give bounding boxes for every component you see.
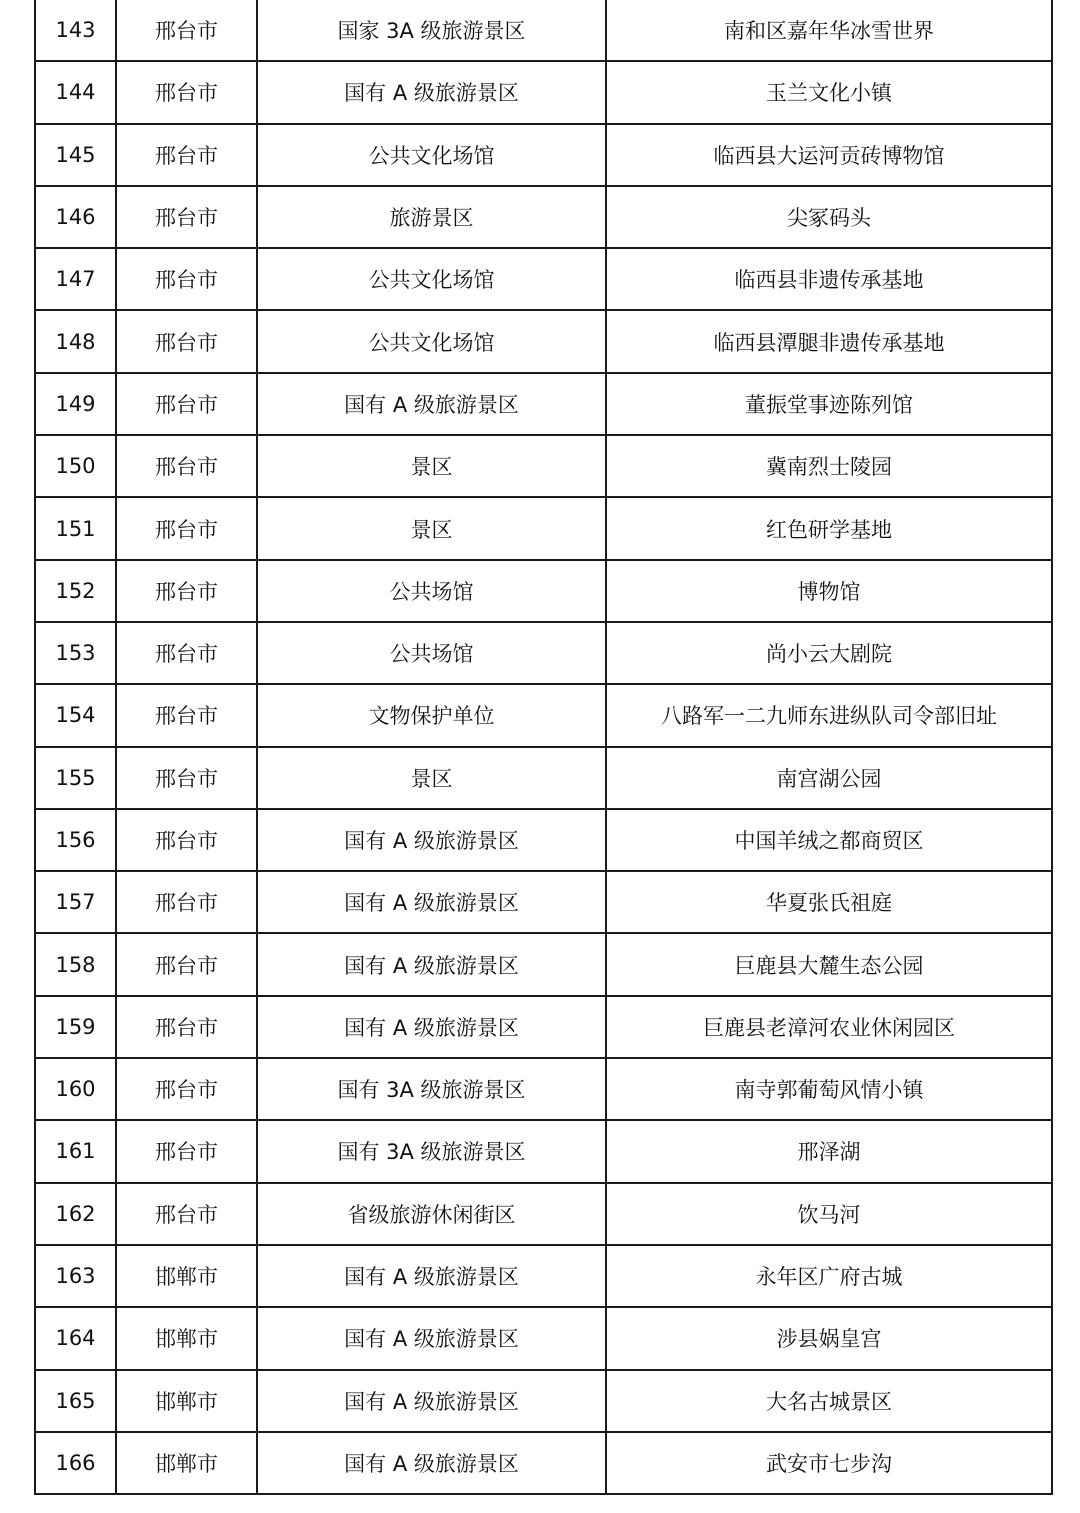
category-cell: 国有 A 级旅游景区 — [257, 1432, 606, 1494]
attraction-name-cell: 涉县娲皇宫 — [606, 1307, 1052, 1369]
table-row — [35, 373, 1052, 435]
city-cell: 邢台市 — [116, 1058, 257, 1120]
table-row — [35, 1245, 1052, 1307]
table-row — [35, 871, 1052, 933]
attraction-name-cell: 玉兰文化小镇 — [606, 61, 1052, 123]
city-cell: 邢台市 — [116, 747, 257, 809]
table-row — [35, 560, 1052, 622]
row-number-cell: 155 — [35, 747, 116, 809]
city-cell: 邢台市 — [116, 497, 257, 559]
table-row — [35, 1058, 1052, 1120]
table-row — [35, 747, 1052, 809]
table-row — [35, 186, 1052, 248]
table-row — [35, 1370, 1052, 1432]
attraction-name-cell: 临西县大运河贡砖博物馆 — [606, 124, 1052, 186]
row-number-cell: 160 — [35, 1058, 116, 1120]
category-cell: 国有 3A 级旅游景区 — [257, 1058, 606, 1120]
category-cell: 文物保护单位 — [257, 684, 606, 746]
attraction-name-cell: 大名古城景区 — [606, 1370, 1052, 1432]
row-number-cell: 148 — [35, 310, 116, 372]
row-number-cell: 164 — [35, 1307, 116, 1369]
category-cell: 公共文化场馆 — [257, 310, 606, 372]
table-row — [35, 0, 1052, 61]
table-row — [35, 933, 1052, 995]
row-number-cell: 159 — [35, 996, 116, 1058]
city-cell: 邢台市 — [116, 373, 257, 435]
table-row — [35, 1183, 1052, 1245]
attraction-name-cell: 临西县非遗传承基地 — [606, 248, 1052, 310]
city-cell: 邯郸市 — [116, 1245, 257, 1307]
category-cell: 公共场馆 — [257, 560, 606, 622]
category-cell: 国有 A 级旅游景区 — [257, 871, 606, 933]
city-cell: 邯郸市 — [116, 1432, 257, 1494]
row-number-cell: 153 — [35, 622, 116, 684]
city-cell: 邢台市 — [116, 684, 257, 746]
table-row — [35, 809, 1052, 871]
table-body — [35, 0, 1052, 1494]
attraction-name-cell: 博物馆 — [606, 560, 1052, 622]
attraction-name-cell: 八路军一二九师东进纵队司令部旧址 — [606, 684, 1052, 746]
city-cell: 邢台市 — [116, 871, 257, 933]
row-number-cell: 158 — [35, 933, 116, 995]
table-row — [35, 310, 1052, 372]
attraction-name-cell: 武安市七步沟 — [606, 1432, 1052, 1494]
row-number-cell: 163 — [35, 1245, 116, 1307]
city-cell: 邢台市 — [116, 1120, 257, 1182]
category-cell: 国有 A 级旅游景区 — [257, 996, 606, 1058]
row-number-cell: 143 — [35, 0, 116, 61]
attraction-name-cell: 永年区广府古城 — [606, 1245, 1052, 1307]
attraction-name-cell: 临西县潭腿非遗传承基地 — [606, 310, 1052, 372]
attraction-name-cell: 华夏张氏祖庭 — [606, 871, 1052, 933]
city-cell: 邢台市 — [116, 248, 257, 310]
category-cell: 景区 — [257, 747, 606, 809]
attraction-name-cell: 尚小云大剧院 — [606, 622, 1052, 684]
attractions-table — [34, 0, 1053, 1495]
city-cell: 邢台市 — [116, 996, 257, 1058]
city-cell: 邢台市 — [116, 622, 257, 684]
category-cell: 国有 3A 级旅游景区 — [257, 1120, 606, 1182]
row-number-cell: 145 — [35, 124, 116, 186]
category-cell: 国家 3A 级旅游景区 — [257, 0, 606, 61]
attraction-name-cell: 冀南烈士陵园 — [606, 435, 1052, 497]
row-number-cell: 144 — [35, 61, 116, 123]
table-row — [35, 1432, 1052, 1494]
table-row — [35, 124, 1052, 186]
attraction-name-cell: 巨鹿县大麓生态公园 — [606, 933, 1052, 995]
table-row — [35, 435, 1052, 497]
table-row — [35, 684, 1052, 746]
category-cell: 国有 A 级旅游景区 — [257, 809, 606, 871]
category-cell: 国有 A 级旅游景区 — [257, 1245, 606, 1307]
city-cell: 邢台市 — [116, 809, 257, 871]
row-number-cell: 150 — [35, 435, 116, 497]
table-row — [35, 622, 1052, 684]
category-cell: 国有 A 级旅游景区 — [257, 1307, 606, 1369]
row-number-cell: 156 — [35, 809, 116, 871]
city-cell: 邢台市 — [116, 124, 257, 186]
category-cell: 旅游景区 — [257, 186, 606, 248]
row-number-cell: 165 — [35, 1370, 116, 1432]
table-row — [35, 61, 1052, 123]
attraction-name-cell: 董振堂事迹陈列馆 — [606, 373, 1052, 435]
attraction-name-cell: 南和区嘉年华冰雪世界 — [606, 0, 1052, 61]
city-cell: 邢台市 — [116, 61, 257, 123]
city-cell: 邢台市 — [116, 1183, 257, 1245]
table-row — [35, 996, 1052, 1058]
city-cell: 邯郸市 — [116, 1370, 257, 1432]
attraction-name-cell: 南寺郭葡萄风情小镇 — [606, 1058, 1052, 1120]
category-cell: 公共场馆 — [257, 622, 606, 684]
city-cell: 邢台市 — [116, 186, 257, 248]
row-number-cell: 166 — [35, 1432, 116, 1494]
attraction-name-cell: 南宫湖公园 — [606, 747, 1052, 809]
city-cell: 邢台市 — [116, 0, 257, 61]
category-cell: 公共文化场馆 — [257, 248, 606, 310]
attraction-name-cell: 邢泽湖 — [606, 1120, 1052, 1182]
category-cell: 国有 A 级旅游景区 — [257, 1370, 606, 1432]
row-number-cell: 147 — [35, 248, 116, 310]
category-cell: 景区 — [257, 497, 606, 559]
row-number-cell: 161 — [35, 1120, 116, 1182]
row-number-cell: 154 — [35, 684, 116, 746]
category-cell: 公共文化场馆 — [257, 124, 606, 186]
row-number-cell: 149 — [35, 373, 116, 435]
table-row — [35, 1307, 1052, 1369]
table-row — [35, 248, 1052, 310]
row-number-cell: 152 — [35, 560, 116, 622]
city-cell: 邢台市 — [116, 560, 257, 622]
category-cell: 国有 A 级旅游景区 — [257, 61, 606, 123]
row-number-cell: 162 — [35, 1183, 116, 1245]
category-cell: 国有 A 级旅游景区 — [257, 933, 606, 995]
attraction-name-cell: 中国羊绒之都商贸区 — [606, 809, 1052, 871]
attraction-name-cell: 尖冢码头 — [606, 186, 1052, 248]
attractions-table-page — [34, 0, 1047, 1495]
attraction-name-cell: 饮马河 — [606, 1183, 1052, 1245]
city-cell: 邢台市 — [116, 310, 257, 372]
table-row — [35, 497, 1052, 559]
row-number-cell: 146 — [35, 186, 116, 248]
category-cell: 国有 A 级旅游景区 — [257, 373, 606, 435]
row-number-cell: 157 — [35, 871, 116, 933]
row-number-cell: 151 — [35, 497, 116, 559]
city-cell: 邢台市 — [116, 435, 257, 497]
city-cell: 邯郸市 — [116, 1307, 257, 1369]
category-cell: 景区 — [257, 435, 606, 497]
category-cell: 省级旅游休闲街区 — [257, 1183, 606, 1245]
table-row — [35, 1120, 1052, 1182]
attraction-name-cell: 红色研学基地 — [606, 497, 1052, 559]
city-cell: 邢台市 — [116, 933, 257, 995]
attraction-name-cell: 巨鹿县老漳河农业休闲园区 — [606, 996, 1052, 1058]
